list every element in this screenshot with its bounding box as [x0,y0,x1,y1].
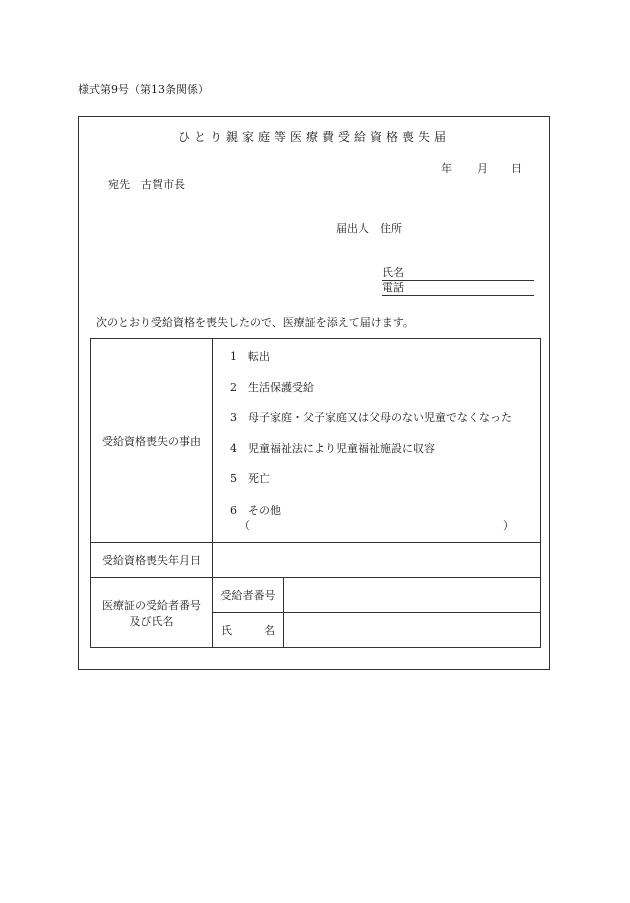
reason-number: 1 [230,350,237,364]
reason-text: その他 [248,503,281,517]
cert-label-line2: 及び氏名 [129,614,174,628]
other-reason-input[interactable] [230,518,514,533]
statement-text: 次のとおり受給資格を喪失したので、医療証を添えて届けます。 [96,316,414,329]
reason-text: 転出 [248,350,270,364]
reason-number: 2 [230,380,237,394]
cert-label-line1: 医療証の受給者番号 [102,598,201,612]
date-day: 日 [511,162,522,175]
applicant-address-label: 届出人 住所 [336,222,402,235]
applicant-name-label: 氏名 [382,266,404,279]
recipient-name-input[interactable] [284,613,541,648]
loss-date-label: 受給資格喪失年月日 [102,554,201,567]
reason-label: 受給資格喪失の事由 [102,434,201,448]
reason-text: 児童福祉法により児童福祉施設に収容 [248,441,435,455]
reason-label-cell [91,339,213,543]
form-number: 様式第9号（第13条関係） [78,83,209,96]
recipient-name-label-cell [213,613,284,648]
reason-item-6[interactable] [230,503,540,533]
reason-item-4[interactable] [230,442,540,473]
cert-label-cell [91,578,213,648]
applicant-phone-field[interactable] [382,281,534,296]
loss-details-table [90,338,541,648]
recipient-number-input[interactable] [284,578,541,613]
form-title: ひとり親家庭等医療費受給資格喪失届 [177,130,450,144]
recipient-number-label: 受給者番号 [220,589,276,602]
reason-text: 生活保護受給 [248,380,314,394]
reason-item-2[interactable] [230,381,540,412]
name-label-char-2: 名 [264,624,275,637]
recipient-number-label-cell [213,578,284,613]
reason-text: 母子家庭・父子家庭又は父母のない児童でなくなった [248,411,512,425]
loss-date-input[interactable] [213,543,541,578]
reason-item-5[interactable] [230,472,540,503]
reason-item-3[interactable] [230,411,540,442]
reason-number: 4 [230,441,237,455]
reason-text: 死亡 [248,472,270,486]
addressee: 宛先 古賀市長 [108,178,185,191]
applicant-phone-label: 電話 [382,281,404,294]
applicant-name-field[interactable] [382,266,534,281]
reason-number: 6 [230,503,237,517]
name-label-char-1: 氏 [221,624,232,637]
date-year: 年 [441,162,452,175]
paren-open: （ [239,518,250,532]
loss-date-label-cell [91,543,213,578]
paren-close: ） [503,518,514,532]
reason-number: 3 [230,411,237,425]
date-month: 月 [477,162,488,175]
reasons-cell [213,339,541,543]
reason-item-1[interactable] [230,350,540,381]
reason-number: 5 [230,472,237,486]
